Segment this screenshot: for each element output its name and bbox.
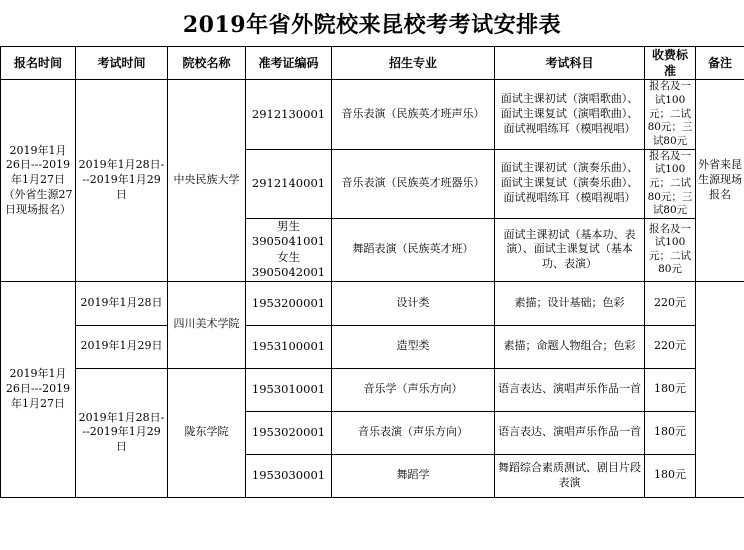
major-cell: 音乐表演（民族英才班声乐）: [332, 80, 495, 149]
table-row: [1, 325, 744, 368]
subjects-cell: 舞蹈综合素质测试、剧目片段表演: [495, 454, 645, 497]
header-note: 备注: [696, 47, 744, 80]
ticket-cell: 1953010001: [246, 368, 332, 411]
ticket-cell: 男生3905041001女生3905042001: [246, 218, 332, 281]
subjects-cell: 面试主课初试（演奏乐曲）、面试主课复试（演奏乐曲）、面试视唱练耳（模唱视唱）: [495, 149, 645, 218]
major-cell: 音乐学（声乐方向）: [332, 368, 495, 411]
fee-cell: 报名及一试100元；二试80元: [645, 218, 696, 281]
subjects-cell: 语言表达、演唱声乐作品一首: [495, 411, 645, 454]
subjects-cell: 素描；设计基础；色彩: [495, 281, 645, 325]
fee-cell: 180元: [645, 368, 696, 411]
ticket-cell: 2912140001: [246, 149, 332, 218]
fee-cell: 180元: [645, 411, 696, 454]
subjects-cell: 素描；命题人物组合；色彩: [495, 325, 645, 368]
major-cell: 舞蹈学: [332, 454, 495, 497]
exam-time-cell: 2019年1月29日: [76, 325, 168, 368]
ticket-cell: 1953200001: [246, 281, 332, 325]
fee-cell: 报名及一试100元；二试80元；三试80元: [645, 80, 696, 149]
note-cell-empty: [696, 281, 744, 497]
note-cell: 外省来昆生源现场报名: [696, 80, 744, 281]
table-row: [1, 368, 744, 411]
exam-time-cell: 2019年1月28日---2019年1月29日: [76, 368, 168, 497]
exam-schedule-table: [0, 46, 744, 498]
school-cell: 陇东学院: [168, 368, 246, 497]
major-cell: 造型类: [332, 325, 495, 368]
fee-cell: 180元: [645, 454, 696, 497]
reg-time-cell: 2019年1月26日---2019年1月27日: [1, 281, 76, 497]
subjects-cell: 面试主课初试（基本功、表演）、面试主课复试（基本功、表演）: [495, 218, 645, 281]
ticket-cell: 1953030001: [246, 454, 332, 497]
reg-time-cell: 2019年1月26日---2019年1月27日（外省生源27日现场报名）: [1, 80, 76, 281]
school-cell: 四川美术学院: [168, 281, 246, 368]
table-row: [1, 80, 744, 149]
ticket-cell: 2912130001: [246, 80, 332, 149]
school-cell: 中央民族大学: [168, 80, 246, 281]
exam-time-cell: 2019年1月28日: [76, 281, 168, 325]
header-subjects: 考试科目: [495, 47, 645, 80]
major-cell: 舞蹈表演（民族英才班）: [332, 218, 495, 281]
header-exam-time: 考试时间: [76, 47, 168, 80]
header-major: 招生专业: [332, 47, 495, 80]
header-row: [1, 47, 744, 80]
fee-cell: 220元: [645, 281, 696, 325]
subjects-cell: 面试主课初试（演唱歌曲）、面试主课复试（演唱歌曲）、面试视唱练耳（模唱视唱）: [495, 80, 645, 149]
fee-cell: 报名及一试100元；二试80元；三试80元: [645, 149, 696, 218]
ticket-cell: 1953100001: [246, 325, 332, 368]
ticket-cell: 1953020001: [246, 411, 332, 454]
subjects-cell: 语言表达、演唱声乐作品一首: [495, 368, 645, 411]
header-ticket: 准考证编码: [246, 47, 332, 80]
page-title: 2019年省外院校来昆校考考试安排表: [182, 11, 562, 38]
header-school: 院校名称: [168, 47, 246, 80]
fee-cell: 220元: [645, 325, 696, 368]
header-reg-time: 报名时间: [1, 47, 76, 80]
table-row: [1, 281, 744, 325]
major-cell: 音乐表演（民族英才班器乐）: [332, 149, 495, 218]
exam-time-cell: 2019年1月28日---2019年1月29日: [76, 80, 168, 281]
header-fee: 收费标准: [645, 47, 696, 80]
major-cell: 设计类: [332, 281, 495, 325]
major-cell: 音乐表演（声乐方向）: [332, 411, 495, 454]
